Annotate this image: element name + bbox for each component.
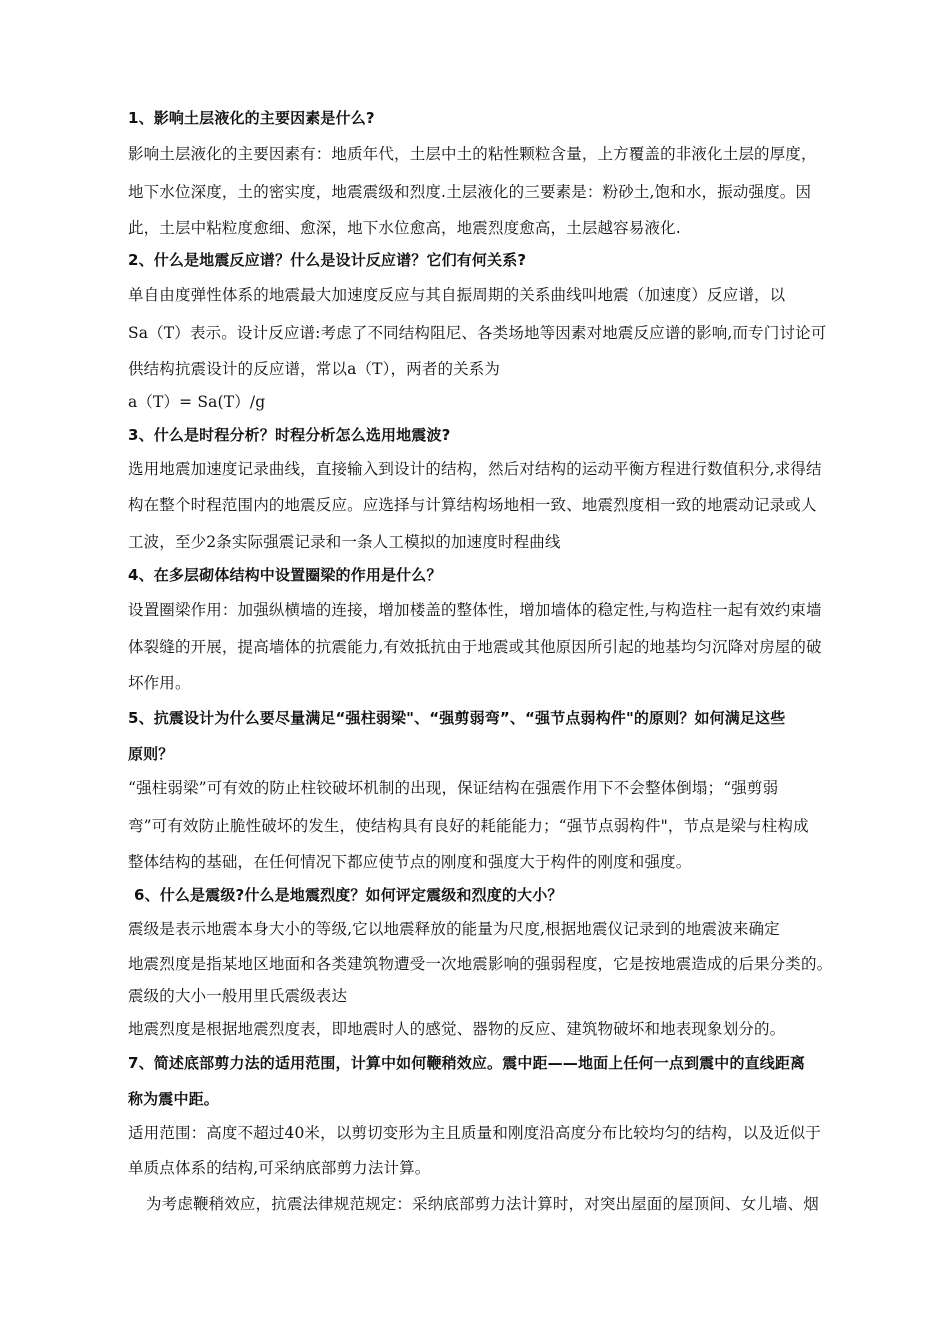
- answer-text: 构在整个时程范围内的地震反应。应选择与计算结构场地相一致、地震烈度相一致的地震动记录或人: [128, 496, 817, 514]
- answer-text: 地下水位深度，土的密实度，地震震级和烈度.土层液化的三要素是：粉砂土,饱和水，振动强度。因: [128, 183, 812, 201]
- answer-text: 坏作用。: [128, 674, 191, 692]
- answer-text: 单质点体系的结构,可采纳底部剪力法计算。: [128, 1159, 431, 1177]
- answer-text: 工波，至少2条实际强震记录和一条人工模拟的加速度时程曲线: [128, 533, 561, 551]
- question-heading: 6、什么是震级?什么是地震烈度？如何评定震级和烈度的大小？: [134, 886, 563, 904]
- question-heading: 原则？: [128, 745, 174, 763]
- answer-text: 影响土层液化的主要因素有：地质年代，土层中土的粘性颗粒含量，上方覆盖的非液化土层的厚度，: [128, 145, 817, 163]
- question-heading: 4、在多层砌体结构中设置圈梁的作用是什么？: [128, 566, 442, 584]
- answer-text: 地震烈度是指某地区地面和各类建筑物遭受一次地震影响的强弱程度，它是按地震造成的后果分类的。: [128, 955, 833, 973]
- answer-text: 适用范围：高度不超过40米，以剪切变形为主且质量和刚度沿高度分布比较均匀的结构，以及近似于: [128, 1124, 821, 1142]
- answer-text: 体裂缝的开展，提高墙体的抗震能力,有效抵抗由于地震或其他原因所引起的地基均匀沉降对房屋的破: [128, 638, 822, 656]
- answer-text: 地震烈度是根据地震烈度表，即地震时人的感觉、器物的反应、建筑物破坏和地表现象划分的。: [128, 1020, 786, 1038]
- answer-text: 震级是表示地震本身大小的等级,它以地震释放的能量为尺度,根据地震仪记录到的地震波来确定: [128, 920, 780, 938]
- formula-text: a（T）= Sa(T）/g: [128, 393, 266, 411]
- question-heading: 1、影响土层液化的主要因素是什么?: [128, 109, 375, 127]
- question-heading: 7、简述底部剪力法的适用范围，计算中如何鞭稍效应。震中距——地面上任何一点到震中的直线距离: [128, 1054, 806, 1072]
- answer-text: 设置圈梁作用：加强纵横墙的连接，增加楼盖的整体性，增加墙体的稳定性,与构造柱一起有效约束墙: [128, 601, 822, 619]
- answer-text: Sa（T）表示。设计反应谱:考虑了不同结构阻尼、各类场地等因素对地震反应谱的影响,而专门讨论可: [128, 324, 827, 342]
- question-heading: 称为震中距。: [128, 1090, 219, 1108]
- answer-text: 震级的大小一般用里氏震级表达: [128, 987, 348, 1005]
- answer-text: 弯”可有效防止脆性破坏的发生，使结构具有良好的耗能能力；“强节点弱构件"，节点是梁与柱构成: [128, 817, 809, 835]
- answer-text: 为考虑鞭稍效应，抗震法律规范规定：采纳底部剪力法计算时，对突出屋面的屋顶间、女儿墙、烟: [146, 1195, 819, 1213]
- answer-text: 供结构抗震设计的反应谱，常以a（T），两者的关系为: [128, 360, 501, 378]
- answer-text: “强柱弱梁”可有效的防止柱铰破坏机制的出现，保证结构在强震作用下不会整体倒塌；“强剪弱: [128, 779, 779, 797]
- answer-text: 此，土层中粘粒度愈细、愈深，地下水位愈高，地震烈度愈高，土层越容易液化.: [128, 219, 681, 237]
- question-heading: 2、什么是地震反应谱？什么是设计反应谱？它们有何关系?: [128, 251, 527, 269]
- question-heading: 3、什么是时程分析？时程分析怎么选用地震波?: [128, 426, 451, 444]
- question-heading: 5、抗震设计为什么要尽量满足“强柱弱梁"、“强剪弱弯”、“强节点弱构件"的原则？如何满足这些: [128, 709, 786, 727]
- answer-text: 选用地震加速度记录曲线，直接输入到设计的结构，然后对结构的运动平衡方程进行数值积分,求得结: [128, 460, 822, 478]
- answer-text: 单自由度弹性体系的地震最大加速度反应与其自振周期的关系曲线叫地震（加速度）反应谱，以: [128, 286, 786, 304]
- answer-text: 整体结构的基础，在任何情况下都应使节点的刚度和强度大于构件的刚度和强度。: [128, 853, 692, 871]
